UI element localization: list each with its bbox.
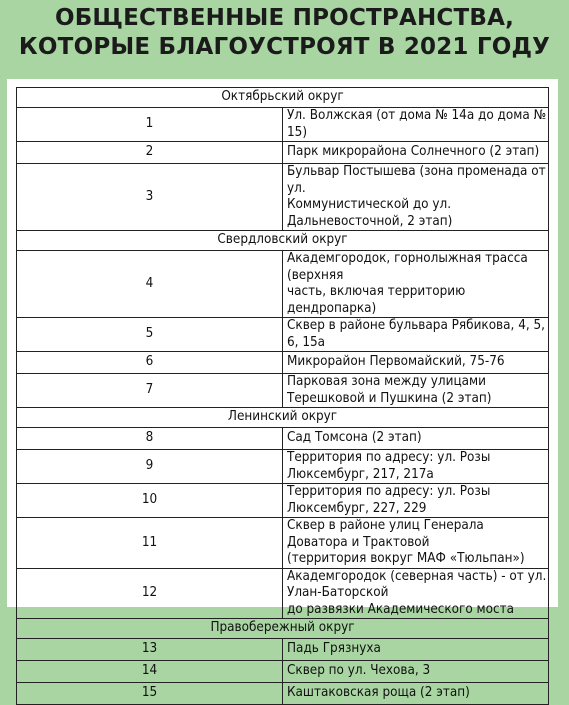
district-name: Октябрьский округ [17, 88, 549, 108]
row-number: 5 [17, 318, 283, 352]
row-text [283, 108, 549, 142]
row-number: 4 [17, 251, 283, 318]
table-row [17, 639, 549, 661]
row-text-value: Сквер по ул. Чехова, 3 [287, 663, 431, 679]
row-number: 10 [17, 484, 283, 518]
row-text [283, 568, 549, 619]
row-text [283, 518, 549, 569]
table-row [17, 318, 549, 352]
row-number: 14 [17, 661, 283, 683]
table-row [17, 518, 549, 569]
row-text-value: Академгородок, горнолыжная трасса (верхняя часть, включая территорию дендропарка) [287, 251, 528, 316]
row-text [283, 374, 549, 408]
row-text [283, 484, 549, 518]
row-text-value: Падь Грязнуха [287, 641, 381, 657]
row-text-value: Сквер в районе улиц Генерала Доватора и Трактовой (территория вокруг МАФ «Тюльпан») [287, 518, 525, 566]
row-text [283, 639, 549, 661]
table-row [17, 661, 549, 683]
table-row [17, 428, 549, 450]
row-number: 7 [17, 374, 283, 408]
title-line-2: КОТОРЫЕ БЛАГОУСТРОЯТ В 2021 ГОДУ [18, 34, 551, 60]
table-row [17, 352, 549, 374]
row-text [283, 251, 549, 318]
row-text-value: Парковая зона между улицами Терешковой и Пушкина (2 этап) [287, 374, 492, 406]
table-panel [7, 79, 558, 701]
row-number: 9 [17, 450, 283, 484]
row-number: 1 [17, 108, 283, 142]
table-row [17, 108, 549, 142]
district-header-row [17, 231, 549, 251]
row-number: 8 [17, 428, 283, 450]
row-text [283, 450, 549, 484]
row-text-value: Академгородок (северная часть) - от ул. Улан-Баторской до развязки Академического моста [287, 568, 547, 617]
district-header-row [17, 619, 549, 639]
row-text-value: Бульвар Постышева (зона променада от ул. Коммунистической до ул. Дальневосточной, 2 этап) [287, 164, 546, 229]
district-name: Ленинский округ [17, 408, 549, 428]
table-row [17, 164, 549, 231]
table-row [17, 484, 549, 518]
district-header-row [17, 88, 549, 108]
row-number: 2 [17, 142, 283, 164]
row-text [283, 428, 549, 450]
row-number: 11 [17, 518, 283, 569]
table-row [17, 142, 549, 164]
title-line-1: ОБЩЕСТВЕННЫЕ ПРОСТРАНСТВА, [54, 5, 515, 31]
page-title [0, 4, 569, 62]
row-text-value: Территория по адресу: ул. Розы Люксембург, 227, 229 [287, 484, 491, 516]
row-text-value: Сквер в районе бульвара Рябикова, 4, 5, 6, 15а [287, 318, 545, 350]
row-text [283, 142, 549, 164]
row-text-value: Парк микрорайона Солнечного (2 этап) [287, 144, 540, 160]
row-text-value: Ул. Волжская (от дома № 14а до дома № 15) [287, 108, 547, 140]
table-row [17, 450, 549, 484]
row-text-value: Микрорайон Первомайский, 75-76 [287, 354, 505, 370]
row-text-value: Территория по адресу: ул. Розы Люксембург, 217, 217а [287, 450, 491, 482]
row-number: 3 [17, 164, 283, 231]
row-text [283, 318, 549, 352]
row-text [283, 683, 549, 705]
spaces-table [16, 87, 549, 705]
district-name: Свердловский округ [17, 231, 549, 251]
row-number: 15 [17, 683, 283, 705]
row-text-value: Каштаковская роща (2 этап) [287, 685, 470, 701]
district-name: Правобережный округ [17, 619, 549, 639]
row-number: 13 [17, 639, 283, 661]
table-row [17, 374, 549, 408]
row-number: 6 [17, 352, 283, 374]
table-row [17, 568, 549, 619]
row-text-value: Сад Томсона (2 этап) [287, 430, 422, 446]
district-header-row [17, 408, 549, 428]
row-number: 12 [17, 568, 283, 619]
table-row [17, 251, 549, 318]
row-text [283, 661, 549, 683]
row-text [283, 352, 549, 374]
row-text [283, 164, 549, 231]
table-row [17, 683, 549, 705]
